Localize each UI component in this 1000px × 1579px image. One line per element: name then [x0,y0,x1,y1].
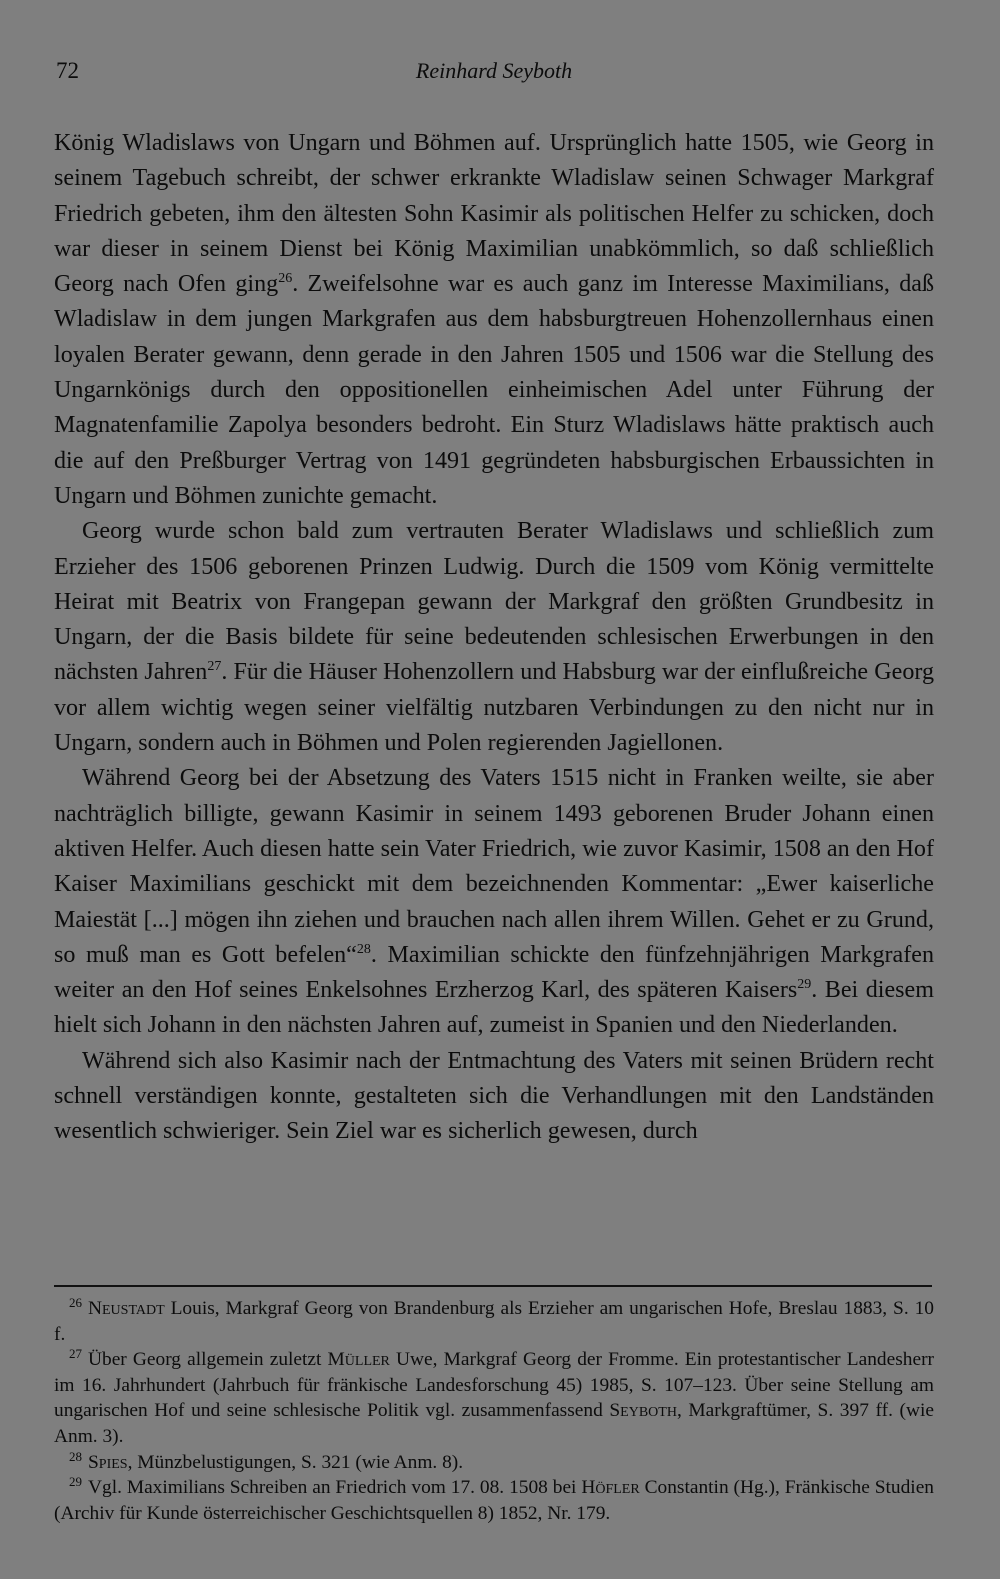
page-number: 72 [56,58,79,83]
footnote-text: , Münzbelustigungen, S. 321 (wie Anm. 8). [127,1451,464,1473]
paragraph-text: . Bei diesem hielt sich Johann in den nächsten Jahren auf, zumeist in Spanien und den Niederlanden. [54,977,934,1039]
main-text [54,126,934,1150]
footnote-author: Spies [88,1451,128,1473]
footnote-ref-28[interactable]: 28 [356,941,371,957]
footnote-divider [54,1285,932,1287]
paragraph-text: Während sich also Kasimir nach der Entmachtung des Vaters mit seinen Brüdern recht schnell verständigen konnte, gestalteten sich die Verhandlungen mit den Landständen wesentlich schwieriger. Sein Ziel war es sicherlich gewesen, durch [54,1047,934,1145]
footnote-text: Über Georg allgemein zuletzt [88,1349,328,1371]
paragraph-text: . Maximilian schickte den fünfzehnjährigen Markgrafen weiter an den Hof seines Enkelsohnes Erzherzog Karl, des späteren Kaisers [54,941,934,1004]
footnote-author: Seyboth [609,1400,677,1422]
running-head: Reinhard Seyboth [415,58,573,83]
paragraph-text: . Zweifelsohne war es auch ganz im Interesse Maximilians, daß Wladislaw in dem jungen Markgrafen aus dem habsburgtreuen Hohenzollernhaus einen loyalen Berater gewann, denn gerade in den Jahren 1505 und 1506 war die Stellung des Ungarnkönigs durch den oppositionellen einheimischen Adel unter Führung der Magnatenfamilie Zapolya besonders bedroht. Ein Sturz Wladislaws hätte praktisch auch die auf den Preßburger Vertrag von 1491 gegründeten habsburgischen Erbaussichten in Ungarn und Böhmen zunichte gemacht. [54,271,934,509]
footnote-author: Höfler [581,1477,640,1499]
footnote-text: Uwe, Markgraf Georg der Fromme. Ein protestantischer Landesherr im 16. Jahrhundert (Jahrbuch für fränkische Landesforschung 45) 1985, S. 107–123. Über seine Stellung am ungarischen Hof und seine schlesische Politik vgl. zusammenfassend [54,1349,934,1422]
paragraph-2 [54,514,934,761]
footnote-ref-27[interactable]: 27 [207,659,222,675]
footnote-author: Neustadt [88,1298,165,1319]
page-header [56,58,932,90]
footnote-ref-29[interactable]: 29 [797,977,812,993]
paragraph-text: Georg wurde schon bald zum vertrauten Berater Wladislaws und schließlich zum Erzieher des 1506 geborenen Prinzen Ludwig. Durch die 1509 vom König vermittelte Heirat mit Beatrix von Frangepan gewann der Markgraf den größten Grundbesitz in Ungarn, der die Basis bildete für seine bedeutenden schlesischen Erwerbungen in den nächsten Jahren [54,518,934,686]
footnote-text: , Markgraftümer, S. 397 ff. (wie Anm. 3). [54,1400,934,1447]
paragraph-4 [54,1044,934,1150]
footnote-29: 29 Vgl. Maximilians Schreiben an Friedrich vom 17. 08. 1508 bei Höfler Constantin (Hg.), Fränkische Studien (Archiv für Kunde österreichischer Geschichtsquellen 8) 1852, Nr. 179. [54,1474,934,1524]
footnote-27: 27 Über Georg allgemein zuletzt Müller Uwe, Markgraf Georg der Fromme. Ein protestantischer Landesherr im 16. Jahrhundert (Jahrbuch für fränkische Landesforschung 45) 1985, S. 107–123. Über seine Stellung am ungarischen Hof und seine schlesische Politik vgl. zusammenfassend Seyboth, Markgraftümer, S. 397 ff. (wie Anm. 3). [54,1346,934,1447]
paragraph-text: König Wladislaws von Ungarn und Böhmen auf. Ursprünglich hatte 1505, wie Georg in seinem Tagebuch schreibt, der schwer erkrankte Wladislaw seinen Schwager Markgraf Friedrich gebeten, ihm den ältesten Sohn Kasimir als politischen Helfer zu schicken, doch war dieser in seinem Dienst bei König Maximilian unabkömmlich, so daß schließlich Georg nach Ofen ging [54,130,934,298]
paragraph-1 [54,126,934,514]
footnote-text: Constantin (Hg.), Fränkische Studien (Archiv für Kunde österreichischer Geschichtsquellen 8) 1852, Nr. 179. [54,1477,934,1524]
footnote-text: Louis, Markgraf Georg von Brandenburg als Erzieher am ungarischen Hofe, Breslau 1883, S. 10 f. [54,1298,934,1345]
paragraph-text: Während Georg bei der Absetzung des Vaters 1515 nicht in Franken weilte, sie aber nachträglich billigte, gewann Kasimir in seinem 1493 geborenen Bruder Johann einen aktiven Helfer. Auch diesen hatte sein Vater Friedrich, wie zuvor Kasimir, 1508 an den Hof Kaiser Maximilians geschickt mit dem bezeichnenden Kommentar: „Ewer kaiserliche Maiestät [...] mögen ihn ziehen und brauchen nach allen ihrem Willen. Gehet er zu Grund, so muß man es Gott befelen“ [54,765,934,968]
paragraph-3 [54,761,934,1043]
paragraph-text: . Für die Häuser Hohenzollern und Habsburg war der einflußreiche Georg vor allem wichtig wegen seiner vielfältig nutzbaren Verbindungen zu den nicht nur in Ungarn, sondern auch in Böhmen und Polen regierenden Jagiellonen. [54,659,934,757]
footnote-text: Vgl. Maximilians Schreiben an Friedrich vom 17. 08. 1508 bei [88,1477,582,1499]
footnote-28: 28 Spies, Münzbelustigungen, S. 321 (wie Anm. 8). [69,1448,464,1473]
footnote-author: Müller [327,1349,390,1371]
footnotes [54,1296,934,1526]
footnote-ref-26[interactable]: 26 [278,271,293,287]
footnote-26: 26 Neustadt Louis, Markgraf Georg von Brandenburg als Erzieher am ungarischen Hofe, Breslau 1883, S. 10 f. [54,1295,934,1345]
